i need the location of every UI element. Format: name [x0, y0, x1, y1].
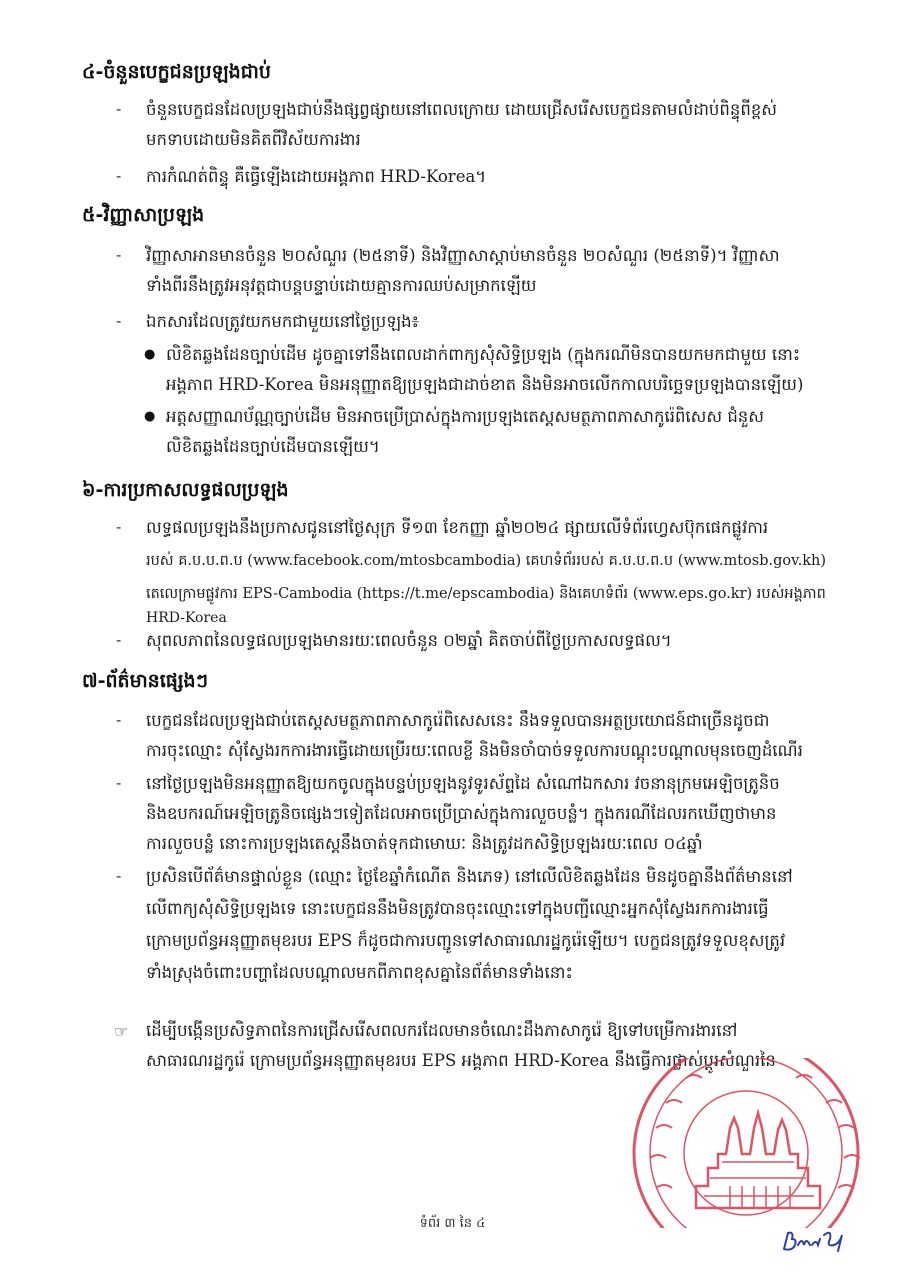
- text-line: ទាំងស្រុងចំពោះបញ្ហាដែលបណ្តាលមកពីភាពខុសគ្នានៃព័ត៌មានទាំងនោះ: [146, 963, 573, 982]
- text-line: ការកំណត់ពិន្ទុ គឺធ្វើឡើងដោយអង្គភាព HRD-Korea។: [146, 167, 487, 186]
- text-line: ការលួចបន្លំ នោះការប្រឡងតេស្តនឹងចាត់ទុកជាមោឃៈ និងត្រូវដកសិទ្ធិប្រឡងរយៈពេល ០៤ឆ្នាំ: [146, 834, 703, 853]
- text-line: នៅថ្ងៃប្រឡងមិនអនុញ្ញាតឱ្យយកចូលក្នុងបន្ទប់ប្រឡងនូវទូរស័ព្ទដៃ សំណៅឯកសារ វចនានុក្រមអេឡិចត្រូនិច: [146, 774, 780, 793]
- dash-marker: -: [116, 247, 122, 264]
- text-line: បេក្ខជនដែលប្រឡងជាប់តេស្តសមត្ថភាពភាសាកូរ៉េពិសេសនេះ នឹងទទួលបានអត្ថប្រយោជន៍ជាច្រើនដូចជា: [146, 711, 770, 730]
- dash-marker: -: [116, 168, 122, 185]
- dash-marker: -: [116, 712, 122, 729]
- section-heading-4: ៤-ចំនួនបេក្ខជនប្រឡងជាប់: [82, 61, 271, 83]
- dash-marker: -: [116, 868, 122, 885]
- official-stamp-icon: [626, 1058, 866, 1228]
- dash-marker: -: [116, 775, 122, 792]
- text-line: សាធារណរដ្ឋកូរ៉េ ក្រោមប្រព័ន្ធអនុញ្ញាតមុខរបរ EPS អង្គភាព HRD-Korea នឹងធ្វើការផ្លាស់ប្តូរសំណួរនៃ: [146, 1051, 776, 1070]
- section-heading-6: ៦-ការប្រកាសលទ្ធផលប្រឡង: [82, 479, 289, 501]
- text-line: លើពាក្យសុំសិទ្ធិប្រឡងទេ នោះបេក្ខជននឹងមិនត្រូវបានចុះឈ្មោះទៅក្នុងបញ្ជីឈ្មោះអ្នកសុំស្វែងរកការងារធ្វើ: [146, 899, 769, 918]
- text-line: ប្រសិនបើព័ត៌មានផ្ទាល់ខ្លួន (ឈ្មោះ ថ្ងៃខែឆ្នាំកំណើត និងភេទ) នៅលើលិខិតឆ្លងដែន មិនដូចគ្នានឹងព័ត៌មាននៅ: [146, 867, 793, 886]
- section-heading-7: ៧-ព័ត៌មានផ្សេងៗ: [82, 670, 209, 692]
- text-line: ដើម្បីបង្កើនប្រសិទ្ធភាពនៃការជ្រើសរើសពលករដែលមានចំណេះដឹងភាសាកូរ៉េ ឱ្យទៅបម្រើការងារនៅ: [146, 1021, 738, 1040]
- text-line: ចំនួនបេក្ខជនដែលប្រឡងជាប់នឹងផ្សព្វផ្សាយនៅពេលក្រោយ ដោយជ្រើសរើសបេក្ខជនតាមលំដាប់ពិន្ទុពីខ្ពស់: [146, 100, 778, 119]
- text-line: HRD-Korea: [146, 610, 227, 626]
- text-line: ក្រោមប្រព័ន្ធអនុញ្ញាតមុខរបរ EPS ក៏ដូចជាការបញ្ជូនទៅសាធារណរដ្ឋកូរ៉េឡើយ។ បេក្ខជនត្រូវទទួលខុសត្រូវ: [146, 931, 786, 950]
- dash-marker: -: [116, 632, 122, 649]
- text-line: និងឧបករណ៍អេឡិចត្រូនិចផ្សេងៗទៀតដែលអាចប្រើប្រាស់ក្នុងការលួចបន្លំ។ ក្នុងករណីដែលរកឃើញថាមាន: [146, 804, 777, 823]
- text-line: អង្គភាព HRD-Korea មិនអនុញ្ញាតឱ្យប្រឡងជាដាច់ខាត និងមិនអាចលើកកាលបរិច្ឆេទប្រឡងបានឡើយ): [166, 375, 804, 394]
- dash-marker: -: [116, 313, 122, 330]
- text-line: ការចុះឈ្មោះ សុំស្វែងរកការងារធ្វើដោយប្រើរយៈពេលខ្លី និងមិនចាំបាច់ទទួលការបណ្តុះបណ្តាលមុនចេញដំណើរ: [146, 741, 803, 760]
- text-line: ឯកសារដែលត្រូវយកមកជាមួយនៅថ្ងៃប្រឡង៖: [146, 312, 419, 331]
- signature-icon: [780, 1225, 850, 1257]
- text-line: វិញ្ញាសាអានមានចំនួន ២០សំណួរ (២៥នាទី) និងវិញ្ញាសាស្តាប់មានចំនួន ២០សំណួរ (២៥នាទី)។ វិញ្ញាសា: [146, 246, 780, 265]
- dash-marker: -: [116, 519, 122, 536]
- page-number: ទំព័រ ៣ នៃ ៤: [419, 1216, 486, 1231]
- dash-marker: -: [116, 101, 122, 118]
- text-line: តេលេក្រាមផ្លូវការ EPS-Cambodia (https://t.me/epscambodia) និងគេហទំព័រ (www.eps.go.kr) របស់អង្គភាព: [146, 586, 826, 602]
- pointing-hand-icon: ☞: [114, 1022, 129, 1041]
- text-line: លទ្ធផលប្រឡងនឹងប្រកាសជូននៅថ្ងៃសុក្រ ទី១៣ ខែកញ្ញា ឆ្នាំ២០២៤ ផ្សាយលើទំព័រហ្វេសប៊ុកផេកផ្លូវការ: [146, 518, 769, 537]
- bullet-icon: ●: [144, 409, 156, 424]
- text-line: អត្តសញ្ញាណប័ណ្ណច្បាប់ដើម មិនអាចប្រើប្រាស់ក្នុងការប្រឡងតេស្តសមត្ថភាពភាសាកូរ៉េពិសេស ជំនួស: [166, 407, 764, 426]
- text-line: លិខិតឆ្លងដែនច្បាប់ដើម ដូចគ្នាទៅនឹងពេលដាក់ពាក្យសុំសិទ្ធិប្រឡង (ក្នុងករណីមិនបានយកមកជាមួយ នោះ: [166, 345, 801, 364]
- section-heading-5: ៥-វិញ្ញាសាប្រឡង: [82, 204, 205, 226]
- text-line: មកទាបដោយមិនគិតពីវិស័យការងារ: [146, 130, 361, 149]
- text-line: ទាំងពីរនឹងត្រូវអនុវត្តជាបន្តបន្ទាប់ដោយគ្មានការឈប់សម្រាកឡើយ: [146, 276, 537, 295]
- text-line: លិខិតឆ្លងដែនច្បាប់ដើមបានឡើយ។: [166, 437, 380, 456]
- text-line: សុពលភាពនៃលទ្ធផលប្រឡងមានរយៈពេលចំនួន ០២ឆ្នាំ គិតចាប់ពីថ្ងៃប្រកាសលទ្ធផល។: [146, 631, 672, 650]
- bullet-icon: ●: [144, 347, 156, 362]
- text-line: របស់ គ.ប.ប.ព.ប (www.facebook.com/mtosbcambodia) គេហទំព័ររបស់ គ.ប.ប.ព.ប (www.mtosb.gov.kh): [146, 553, 826, 569]
